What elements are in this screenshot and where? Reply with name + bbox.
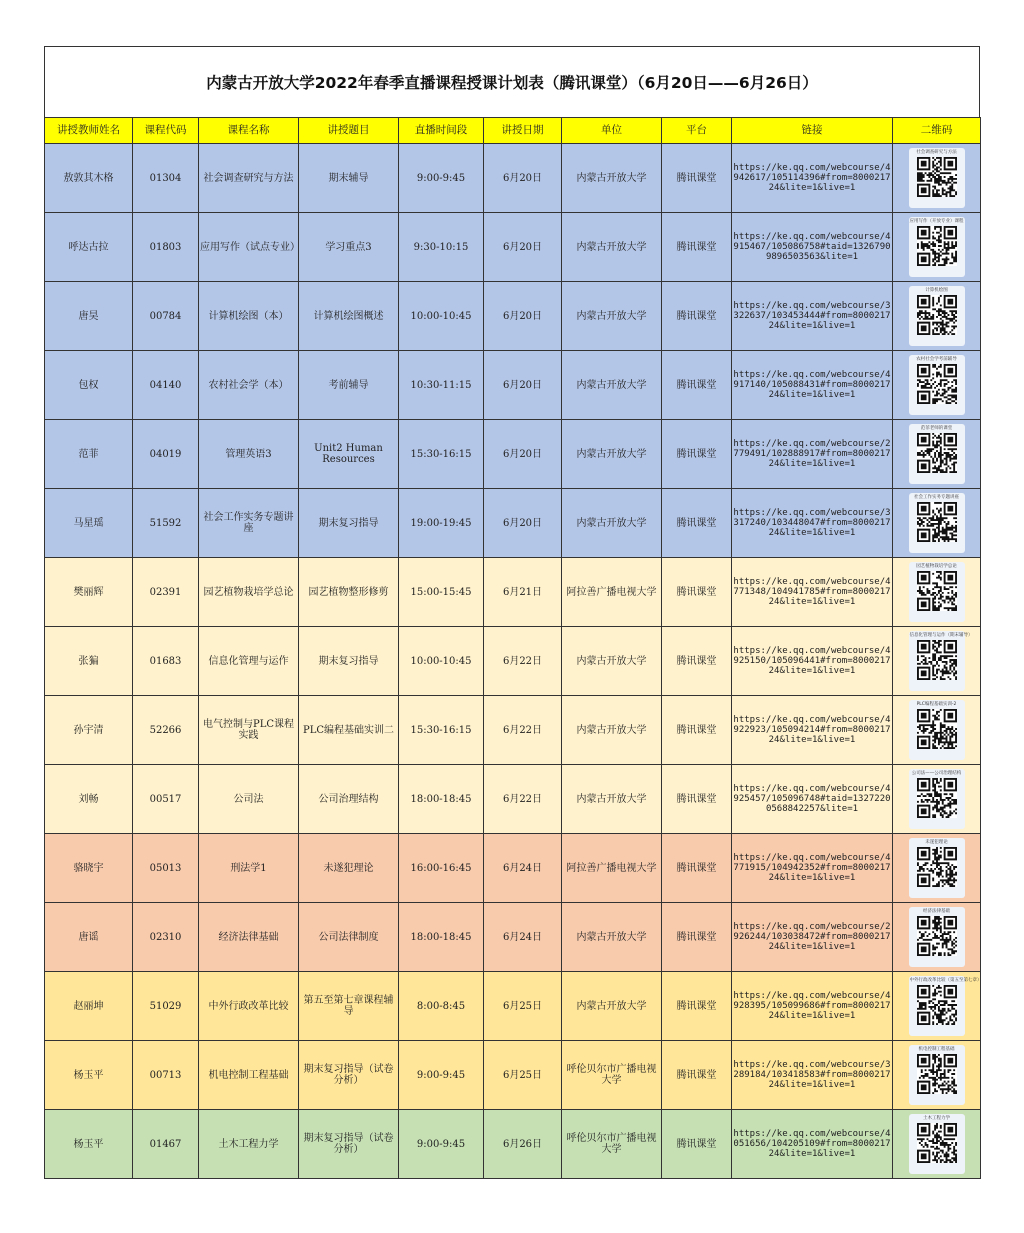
- cell-qrcode: [893, 696, 981, 765]
- table-row: [45, 1110, 981, 1179]
- cell-unit: 阿拉善广播电视大学: [562, 834, 662, 903]
- table-row: [45, 282, 981, 351]
- cell-topic: 公司法律制度: [299, 903, 399, 972]
- cell-time: 10:00-10:45: [399, 282, 484, 351]
- table-row: [45, 972, 981, 1041]
- qr-code-icon: [917, 157, 957, 197]
- cell-qrcode: [893, 351, 981, 420]
- cell-platform: 腾讯课堂: [662, 696, 732, 765]
- cell-time: 9:00-9:45: [399, 1041, 484, 1110]
- cell-unit: 内蒙古开放大学: [562, 627, 662, 696]
- cell-topic: PLC编程基础实训二: [299, 696, 399, 765]
- cell-course-name: 信息化管理与运作: [199, 627, 299, 696]
- cell-qrcode: [893, 420, 981, 489]
- qr-caption: 未遂犯理论: [925, 840, 948, 845]
- qr-card[interactable]: [909, 424, 965, 484]
- cell-topic: 第五至第七章课程辅导: [299, 972, 399, 1041]
- cell-unit: 内蒙古开放大学: [562, 765, 662, 834]
- cell-course-name: 公司法: [199, 765, 299, 834]
- qr-card[interactable]: [909, 1114, 965, 1174]
- cell-time: 9:00-9:45: [399, 144, 484, 213]
- cell-platform: 腾讯课堂: [662, 627, 732, 696]
- cell-platform: 腾讯课堂: [662, 420, 732, 489]
- cell-unit: 内蒙古开放大学: [562, 489, 662, 558]
- col-header-qrcode: 二维码: [893, 118, 981, 144]
- table-row: [45, 834, 981, 903]
- qr-code-icon: [917, 985, 957, 1025]
- cell-teacher: 敖敦其木格: [45, 144, 133, 213]
- cell-unit: 呼伦贝尔市广播电视大学: [562, 1041, 662, 1110]
- qr-caption: 信息化管理与运作（期末辅导）: [909, 633, 973, 638]
- cell-platform: 腾讯课堂: [662, 1041, 732, 1110]
- table-row: [45, 489, 981, 558]
- cell-topic: 公司治理结构: [299, 765, 399, 834]
- cell-platform: 腾讯课堂: [662, 972, 732, 1041]
- qr-code-icon: [917, 433, 957, 473]
- cell-link[interactable]: https://ke.qq.com/webcourse/4051656/104205109#from=800021724&lite=1&live=1: [732, 1110, 893, 1179]
- qr-card[interactable]: [909, 286, 965, 346]
- cell-teacher: 张猵: [45, 627, 133, 696]
- col-header-course: 课程名称: [199, 118, 299, 144]
- table-row: [45, 627, 981, 696]
- qr-caption: 经济法律基础: [923, 909, 950, 914]
- cell-qrcode: [893, 972, 981, 1041]
- cell-qrcode: [893, 213, 981, 282]
- cell-topic: 期末复习指导: [299, 627, 399, 696]
- cell-topic: 园艺植物整形修剪: [299, 558, 399, 627]
- cell-date: 6月20日: [484, 213, 562, 282]
- cell-link[interactable]: https://ke.qq.com/webcourse/4928395/105099686#from=800021724&lite=1&live=1: [732, 972, 893, 1041]
- cell-course-name: 刑法学1: [199, 834, 299, 903]
- cell-link[interactable]: https://ke.qq.com/webcourse/4771915/104942352#from=800021724&lite=1&live=1: [732, 834, 893, 903]
- qr-card[interactable]: [909, 838, 965, 898]
- cell-course-name: 应用写作（试点专业）: [199, 213, 299, 282]
- cell-platform: 腾讯课堂: [662, 1110, 732, 1179]
- cell-unit: 阿拉善广播电视大学: [562, 558, 662, 627]
- qr-card[interactable]: [909, 493, 965, 553]
- cell-platform: 腾讯课堂: [662, 765, 732, 834]
- cell-time: 9:30-10:15: [399, 213, 484, 282]
- cell-course-code: 04140: [133, 351, 199, 420]
- cell-time: 15:30-16:15: [399, 696, 484, 765]
- cell-qrcode: [893, 1110, 981, 1179]
- qr-code-icon: [917, 364, 957, 404]
- cell-teacher: 包权: [45, 351, 133, 420]
- cell-qrcode: [893, 627, 981, 696]
- table-row: [45, 351, 981, 420]
- table-row: [45, 213, 981, 282]
- qr-caption: 土木工程力学: [923, 1116, 950, 1121]
- cell-date: 6月20日: [484, 489, 562, 558]
- cell-date: 6月22日: [484, 627, 562, 696]
- cell-date: 6月25日: [484, 1041, 562, 1110]
- cell-course-name: 经济法律基础: [199, 903, 299, 972]
- qr-code-icon: [917, 226, 957, 266]
- cell-date: 6月26日: [484, 1110, 562, 1179]
- table-row: [45, 1041, 981, 1110]
- cell-course-name: 管理英语3: [199, 420, 299, 489]
- qr-card[interactable]: [909, 355, 965, 415]
- cell-time: 10:30-11:15: [399, 351, 484, 420]
- qr-caption: 中外行政改革比较（第五至第七章）: [909, 978, 982, 983]
- cell-link[interactable]: https://ke.qq.com/webcourse/4922923/105094214#from=800021724&lite=1&live=1: [732, 696, 893, 765]
- cell-course-name: 电气控制与PLC课程实践: [199, 696, 299, 765]
- cell-course-code: 52266: [133, 696, 199, 765]
- cell-topic: 考前辅导: [299, 351, 399, 420]
- cell-course-name: 社会调查研究与方法: [199, 144, 299, 213]
- cell-link[interactable]: https://ke.qq.com/webcourse/4925457/105096748#taid=13272200568842257&lite=1: [732, 765, 893, 834]
- cell-platform: 腾讯课堂: [662, 282, 732, 351]
- cell-course-code: 04019: [133, 420, 199, 489]
- cell-qrcode: [893, 282, 981, 351]
- cell-qrcode: [893, 834, 981, 903]
- qr-caption: 社会工作实务专题讲座: [914, 495, 959, 500]
- cell-time: 19:00-19:45: [399, 489, 484, 558]
- cell-topic: 期末辅导: [299, 144, 399, 213]
- cell-link[interactable]: https://ke.qq.com/webcourse/4925150/105096441#from=800021724&lite=1&live=1: [732, 627, 893, 696]
- qr-card[interactable]: [909, 1045, 965, 1105]
- cell-link[interactable]: https://ke.qq.com/webcourse/3289184/103418583#from=800021724&lite=1&live=1: [732, 1041, 893, 1110]
- table-row: [45, 558, 981, 627]
- cell-course-code: 51592: [133, 489, 199, 558]
- qr-card[interactable]: [909, 976, 982, 1036]
- cell-platform: 腾讯课堂: [662, 558, 732, 627]
- table-row: [45, 144, 981, 213]
- cell-date: 6月22日: [484, 765, 562, 834]
- cell-course-code: 02310: [133, 903, 199, 972]
- cell-link[interactable]: https://ke.qq.com/webcourse/4771348/104941785#from=800021724&lite=1&live=1: [732, 558, 893, 627]
- cell-date: 6月20日: [484, 420, 562, 489]
- cell-unit: 内蒙古开放大学: [562, 903, 662, 972]
- cell-time: 8:00-8:45: [399, 972, 484, 1041]
- cell-course-name: 土木工程力学: [199, 1110, 299, 1179]
- qr-caption: 农村社会学考前辅导: [916, 357, 957, 362]
- cell-course-code: 01304: [133, 144, 199, 213]
- cell-date: 6月24日: [484, 903, 562, 972]
- col-header-code: 课程代码: [133, 118, 199, 144]
- cell-unit: 内蒙古开放大学: [562, 213, 662, 282]
- cell-teacher: 赵丽坤: [45, 972, 133, 1041]
- cell-date: 6月20日: [484, 351, 562, 420]
- cell-topic: 计算机绘图概述: [299, 282, 399, 351]
- col-header-date: 讲授日期: [484, 118, 562, 144]
- cell-course-code: 02391: [133, 558, 199, 627]
- qr-code-icon: [917, 502, 957, 542]
- cell-unit: 内蒙古开放大学: [562, 420, 662, 489]
- cell-time: 15:30-16:15: [399, 420, 484, 489]
- col-header-platform: 平台: [662, 118, 732, 144]
- cell-qrcode: [893, 1041, 981, 1110]
- cell-time: 18:00-18:45: [399, 765, 484, 834]
- qr-caption: 公司法——公司治理结构: [911, 771, 962, 776]
- qr-caption: 社会调查研究与方法: [916, 150, 957, 155]
- cell-qrcode: [893, 489, 981, 558]
- cell-topic: 学习重点3: [299, 213, 399, 282]
- cell-link[interactable]: https://ke.qq.com/webcourse/2779491/102888917#from=800021724&lite=1&live=1: [732, 420, 893, 489]
- cell-course-name: 机电控制工程基础: [199, 1041, 299, 1110]
- qr-card[interactable]: [909, 631, 973, 691]
- cell-teacher: 马星瑶: [45, 489, 133, 558]
- qr-code-icon: [917, 778, 957, 818]
- cell-topic: 期末复习指导（试卷分析）: [299, 1110, 399, 1179]
- table-row: [45, 903, 981, 972]
- cell-teacher: 唐昊: [45, 282, 133, 351]
- page-title: 内蒙古开放大学2022年春季直播课程授课计划表（腾讯课堂）（6月20日——6月26日）: [44, 46, 980, 117]
- cell-link[interactable]: https://ke.qq.com/webcourse/4942617/105114396#from=800021724&lite=1&live=1: [732, 144, 893, 213]
- cell-qrcode: [893, 903, 981, 972]
- cell-teacher: 樊丽辉: [45, 558, 133, 627]
- cell-time: 15:00-15:45: [399, 558, 484, 627]
- cell-topic: Unit2 Human Resources: [299, 420, 399, 489]
- cell-platform: 腾讯课堂: [662, 834, 732, 903]
- qr-code-icon: [917, 571, 957, 611]
- cell-date: 6月24日: [484, 834, 562, 903]
- cell-time: 16:00-16:45: [399, 834, 484, 903]
- col-header-time: 直播时间段: [399, 118, 484, 144]
- col-header-topic: 讲授题目: [299, 118, 399, 144]
- cell-platform: 腾讯课堂: [662, 213, 732, 282]
- cell-unit: 内蒙古开放大学: [562, 972, 662, 1041]
- col-header-unit: 单位: [562, 118, 662, 144]
- cell-topic: 期末复习指导（试卷分析）: [299, 1041, 399, 1110]
- cell-unit: 内蒙古开放大学: [562, 144, 662, 213]
- cell-course-name: 计算机绘图（本）: [199, 282, 299, 351]
- cell-date: 6月25日: [484, 972, 562, 1041]
- cell-teacher: 范菲: [45, 420, 133, 489]
- cell-date: 6月22日: [484, 696, 562, 765]
- qr-card[interactable]: [909, 769, 965, 829]
- cell-link[interactable]: https://ke.qq.com/webcourse/3322637/103453444#from=800021724&lite=1&live=1: [732, 282, 893, 351]
- cell-link[interactable]: https://ke.qq.com/webcourse/4917140/105088431#from=800021724&lite=1&live=1: [732, 351, 893, 420]
- qr-code-icon: [917, 916, 957, 956]
- qr-caption: PLC编程基础实训-2: [916, 702, 957, 707]
- cell-time: 9:00-9:45: [399, 1110, 484, 1179]
- qr-code-icon: [917, 709, 957, 749]
- cell-date: 6月20日: [484, 282, 562, 351]
- cell-teacher: 呼达古拉: [45, 213, 133, 282]
- cell-qrcode: [893, 144, 981, 213]
- cell-time: 18:00-18:45: [399, 903, 484, 972]
- cell-link[interactable]: https://ke.qq.com/webcourse/3317240/103448047#from=800021724&lite=1&live=1: [732, 489, 893, 558]
- table-row: [45, 765, 981, 834]
- cell-teacher: 刘畅: [45, 765, 133, 834]
- cell-unit: 内蒙古开放大学: [562, 282, 662, 351]
- cell-qrcode: [893, 765, 981, 834]
- cell-course-code: 00713: [133, 1041, 199, 1110]
- qr-caption: 园艺植物栽培学总论: [916, 564, 957, 569]
- cell-platform: 腾讯课堂: [662, 144, 732, 213]
- cell-platform: 腾讯课堂: [662, 489, 732, 558]
- cell-platform: 腾讯课堂: [662, 351, 732, 420]
- cell-course-code: 01803: [133, 213, 199, 282]
- cell-date: 6月21日: [484, 558, 562, 627]
- cell-teacher: 孙宇清: [45, 696, 133, 765]
- cell-teacher: 杨玉平: [45, 1110, 133, 1179]
- cell-teacher: 杨玉平: [45, 1041, 133, 1110]
- qr-code-icon: [917, 640, 957, 680]
- cell-teacher: 唐谣: [45, 903, 133, 972]
- cell-platform: 腾讯课堂: [662, 903, 732, 972]
- qr-card[interactable]: [909, 217, 965, 277]
- cell-course-code: 01683: [133, 627, 199, 696]
- col-header-teacher: 讲授教师姓名: [45, 118, 133, 144]
- cell-unit: 呼伦贝尔市广播电视大学: [562, 1110, 662, 1179]
- cell-topic: 未遂犯理论: [299, 834, 399, 903]
- cell-teacher: 骆晓宇: [45, 834, 133, 903]
- qr-code-icon: [917, 1054, 957, 1094]
- cell-date: 6月20日: [484, 144, 562, 213]
- cell-course-code: 01467: [133, 1110, 199, 1179]
- qr-code-icon: [917, 847, 957, 887]
- cell-unit: 内蒙古开放大学: [562, 351, 662, 420]
- qr-card[interactable]: [909, 562, 965, 622]
- cell-course-code: 00517: [133, 765, 199, 834]
- header-row: [45, 118, 981, 144]
- qr-card[interactable]: [909, 907, 965, 967]
- cell-course-name: 园艺植物栽培学总论: [199, 558, 299, 627]
- cell-topic: 期末复习指导: [299, 489, 399, 558]
- table-row: [45, 420, 981, 489]
- qr-caption: 应用写作（开放专业）课程: [909, 219, 964, 224]
- qr-code-icon: [917, 295, 957, 335]
- qr-caption: 计算机绘图: [925, 288, 948, 293]
- cell-course-code: 00784: [133, 282, 199, 351]
- cell-course-name: 农村社会学（本）: [199, 351, 299, 420]
- qr-code-icon: [917, 1123, 957, 1163]
- cell-course-code: 05013: [133, 834, 199, 903]
- cell-course-name: 中外行政改革比较: [199, 972, 299, 1041]
- qr-card[interactable]: [909, 148, 965, 208]
- table-row: [45, 696, 981, 765]
- cell-course-name: 社会工作实务专题讲座: [199, 489, 299, 558]
- schedule-table: [44, 117, 981, 1179]
- cell-link[interactable]: https://ke.qq.com/webcourse/2926244/103038472#from=800021724&lite=1&live=1: [732, 903, 893, 972]
- cell-link[interactable]: https://ke.qq.com/webcourse/4915467/105086758#taid=13267909896503563&lite=1: [732, 213, 893, 282]
- cell-time: 10:00-10:45: [399, 627, 484, 696]
- qr-caption: 范菲老师的课堂: [920, 426, 953, 431]
- cell-course-code: 51029: [133, 972, 199, 1041]
- cell-unit: 内蒙古开放大学: [562, 696, 662, 765]
- qr-caption: 机电控制工程基础: [918, 1047, 955, 1052]
- col-header-link: 链接: [732, 118, 893, 144]
- cell-qrcode: [893, 558, 981, 627]
- schedule-sheet: [44, 46, 980, 1179]
- qr-card[interactable]: [909, 700, 965, 760]
